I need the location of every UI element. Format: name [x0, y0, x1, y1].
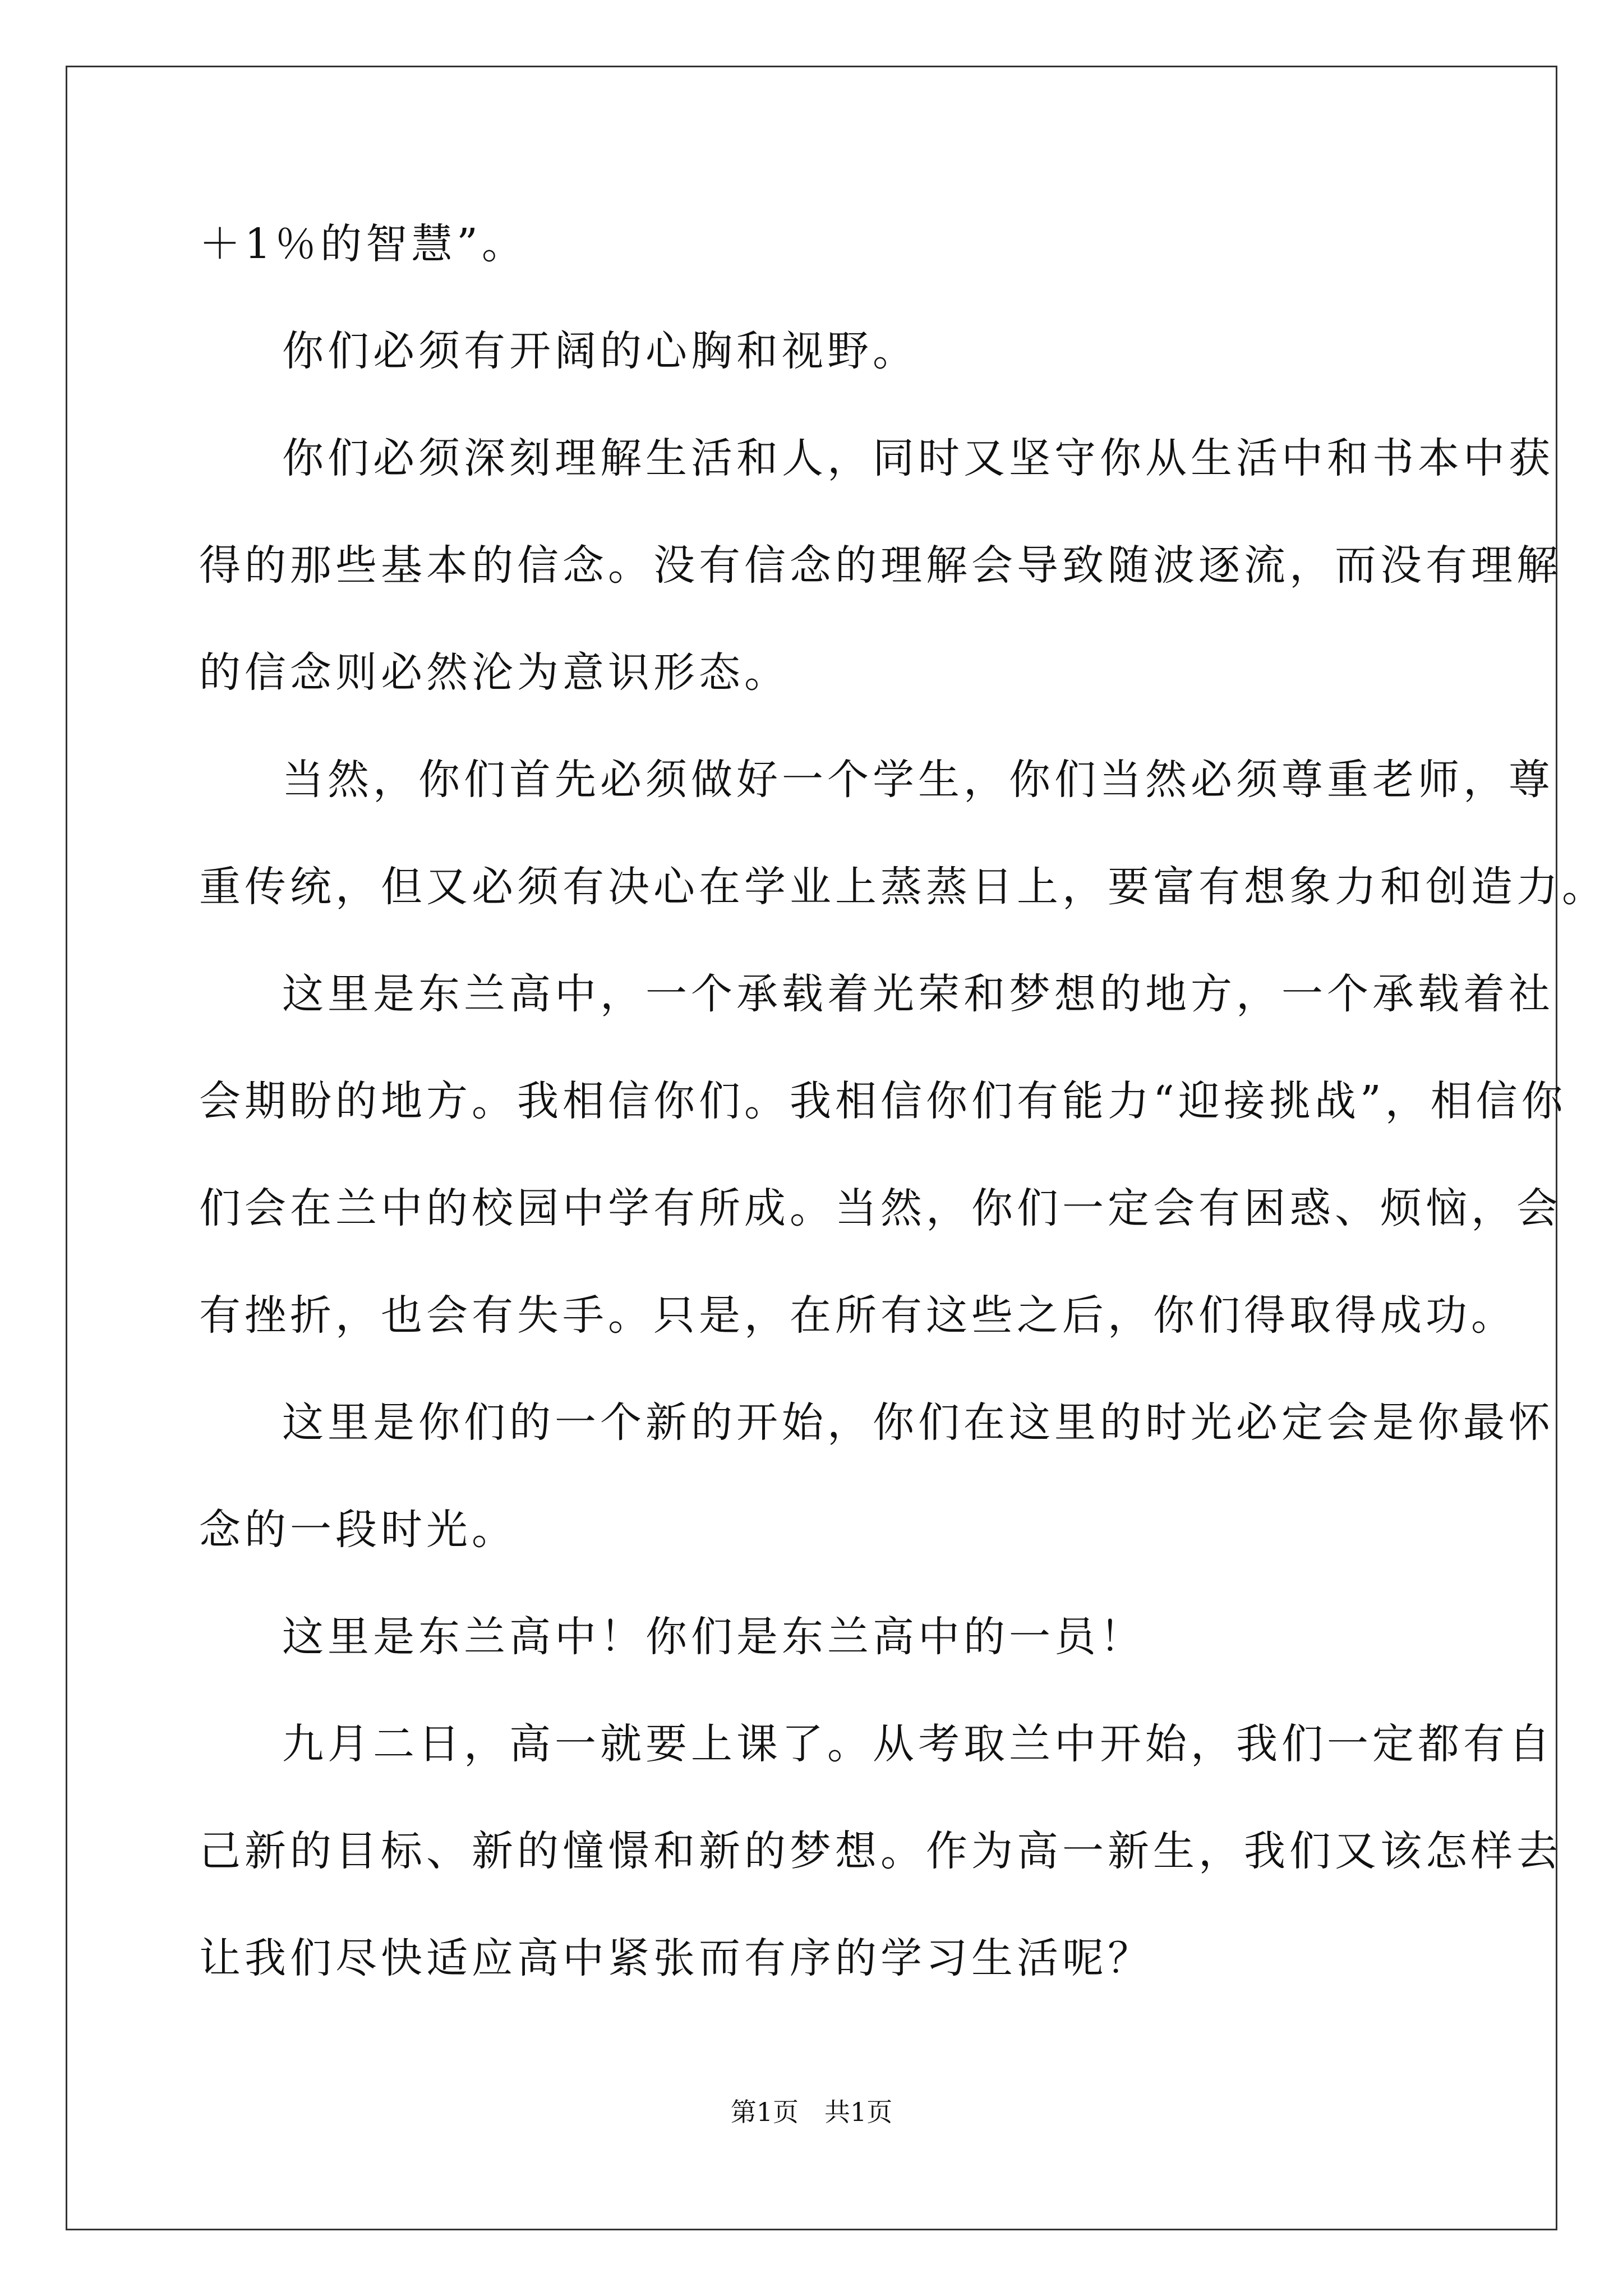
text-line: 得的那些基本的信念。没有信念的理解会导致随波逐流，而没有理解	[199, 541, 1562, 590]
text-line: 们会在兰中的校园中学有所成。当然，你们一定会有困惑、烦恼，会	[199, 1184, 1562, 1232]
paragraph-start-line: 这里是东兰高中！你们是东兰高中的一员！	[282, 1613, 1145, 1661]
text-line: 有挫折，也会有失手。只是，在所有这些之后，你们得取得成功。	[199, 1291, 1516, 1340]
text-line: 会期盼的地方。我相信你们。我相信你们有能力“迎接挑战”，相信你	[199, 1077, 1567, 1125]
paragraph-start-line: 这里是你们的一个新的开始，你们在这里的时光必定会是你最怀	[282, 1398, 1554, 1447]
document-body	[199, 191, 1607, 2012]
paragraph-start-line: 当然，你们首先必须做好一个学生，你们当然必须尊重老师，尊	[282, 756, 1554, 804]
text-line: 念的一段时光。	[199, 1506, 517, 1554]
text-line: 的信念则必然沦为意识形态。	[199, 648, 790, 697]
text-line: 重传统，但又必须有决心在学业上蒸蒸日上，要富有想象力和创造力。	[199, 863, 1607, 911]
page-number-footer: 第1页 共1页	[730, 2097, 893, 2127]
text-line: ＋1％的智慧”。	[199, 220, 527, 268]
paragraph-start-line: 你们必须有开阔的心胸和视野。	[282, 327, 918, 375]
text-line: 己新的目标、新的憧憬和新的梦想。作为高一新生，我们又该怎样去	[199, 1827, 1562, 1875]
paragraph-start-line: 这里是东兰高中，一个承载着光荣和梦想的地方，一个承载着社	[282, 970, 1554, 1018]
text-line: 让我们尽快适应高中紧张而有序的学习生活呢？	[199, 1934, 1153, 1982]
paragraph-start-line: 九月二日，高一就要上课了。从考取兰中开始，我们一定都有自	[282, 1720, 1554, 1768]
paragraph-start-line: 你们必须深刻理解生活和人，同时又坚守你从生活中和书本中获	[282, 434, 1554, 482]
